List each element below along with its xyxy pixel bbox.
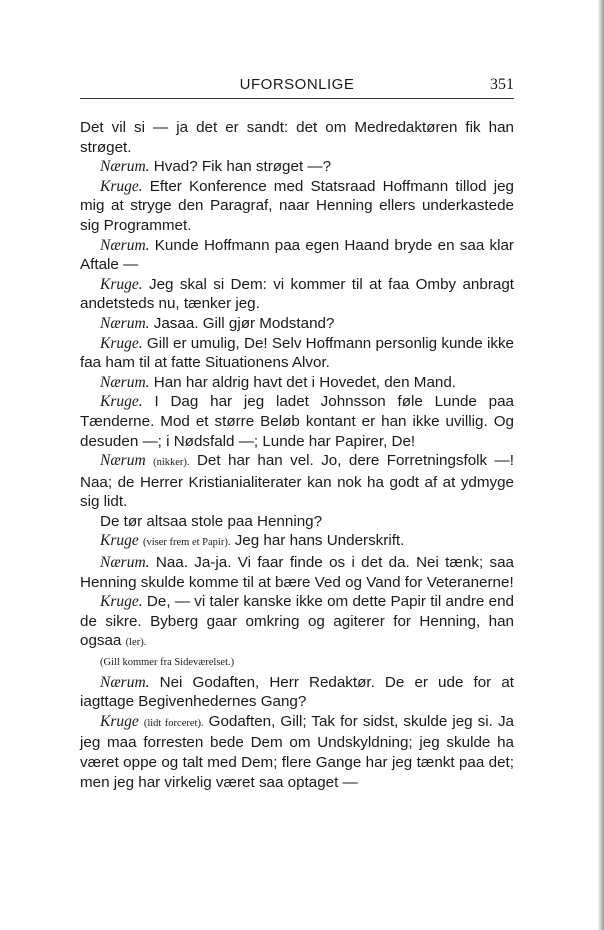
speech: Det har han vel. Jo, dere Forretningsfolk —! Naa; de Herrer Kristianialiterater kan nok ha godt af at ydmyge sig lidt. [80,452,514,511]
speaker-name: Kruge [100,712,139,730]
running-head [80,76,514,99]
speech: Hvad? Fik han strøget —? [153,158,332,176]
paragraph [80,673,514,712]
speaker-name: Kruge. [100,177,143,195]
paragraph [80,392,514,451]
speaker-name: Nærum [100,452,146,470]
stage-direction: (lidt forceret). [143,717,204,729]
speech: Gill er umulig, De! Selv Hoffmann personlig kunde ikke faa ham til at fatte Situationens Alvor. [80,334,514,372]
speaker-name: Kruge. [100,393,143,411]
running-head-title: UFORSONLIGE [239,76,355,93]
paragraph [80,118,514,157]
speech: Han har aldrig havt det i Hovedet, den Mand. [153,373,457,391]
stage-direction: (ler). [125,637,147,649]
speaker-name: Kruge [100,532,139,550]
speech: Jeg har hans Underskrift. [234,532,405,550]
paragraph [80,314,514,334]
speech: Jasaa. Gill gjør Modstand? [153,314,335,332]
paragraph [80,531,514,553]
stage-direction-line: (Gill kommer fra Sideværelset.) [100,657,235,669]
speaker-name: Nærum. [100,373,150,391]
speaker-name: Nærum. [100,554,150,572]
paragraph [80,592,514,653]
speech: Nei Godaften, Herr Redaktør. De er ude for at iagttage Begivenhedernes Gang? [80,673,514,711]
paragraph [80,373,514,393]
speech: Efter Konference med Statsraad Hoffmann tillod jeg mig at stryge den Paragraf, naar Henning ellers underkastede sig Programmet. [80,177,514,234]
page-number: 351 [490,76,514,93]
speech: Det vil si — ja det er sandt: det om Medredaktøren fik han strøget. [80,119,514,156]
stage-direction: (nikker). [153,457,190,469]
speaker-name: Nærum. [100,673,150,691]
paragraph [80,157,514,177]
paragraph [80,334,514,373]
speech: De tør altsaa stole paa Henning? [100,512,323,530]
speech: Jeg skal si Dem: vi kommer til at faa Omby anbragt andetsteds nu, tænker jeg. [80,275,514,313]
paragraph [80,451,514,512]
page-edge-shadow [598,0,604,930]
speaker-name: Kruge. [100,593,143,611]
paragraph [80,275,514,314]
speech: Godaften, Gill; Tak for sidst, skulde jeg si. Ja jeg maa forresten bede Dem om Undskyldning; jeg skulde ha været oppe og talt med Dem; flere Gange har jeg tænkt paa det; men jeg har virkelig været saa optaget — [80,712,514,791]
paragraph [80,236,514,275]
speech: Naa. Ja-ja. Vi faar finde os i det da. Nei tænk; saa Henning skulde komme til at bære Ved og Vand for Veteranerne! [80,554,514,591]
dialogue-text [80,118,514,792]
paragraph [80,712,514,792]
stage-direction: (viser frem et Papir). [142,537,231,549]
speech: De, — vi taler kanske ikke om dette Papir til andre end de sikre. Byberg gaar omkring og agiterer for Henning, han ogsaa [80,593,514,650]
paragraph [80,512,514,532]
speaker-name: Kruge. [100,275,143,293]
speaker-name: Nærum. [100,314,150,332]
paragraph [80,553,514,592]
speech: I Dag har jeg ladet Johnsson føle Lunde paa Tænderne. Mod et større Beløb kontant er han ikke uvillig. Og desuden —; i Nødsfald —; Lunde har Papirer, De! [80,393,514,450]
speaker-name: Nærum. [100,236,150,254]
paragraph [80,177,514,236]
speech: Kunde Hoffmann paa egen Haand bryde en saa klar Aftale — [80,236,514,274]
speaker-name: Nærum. [100,158,150,176]
speaker-name: Kruge. [100,334,143,352]
